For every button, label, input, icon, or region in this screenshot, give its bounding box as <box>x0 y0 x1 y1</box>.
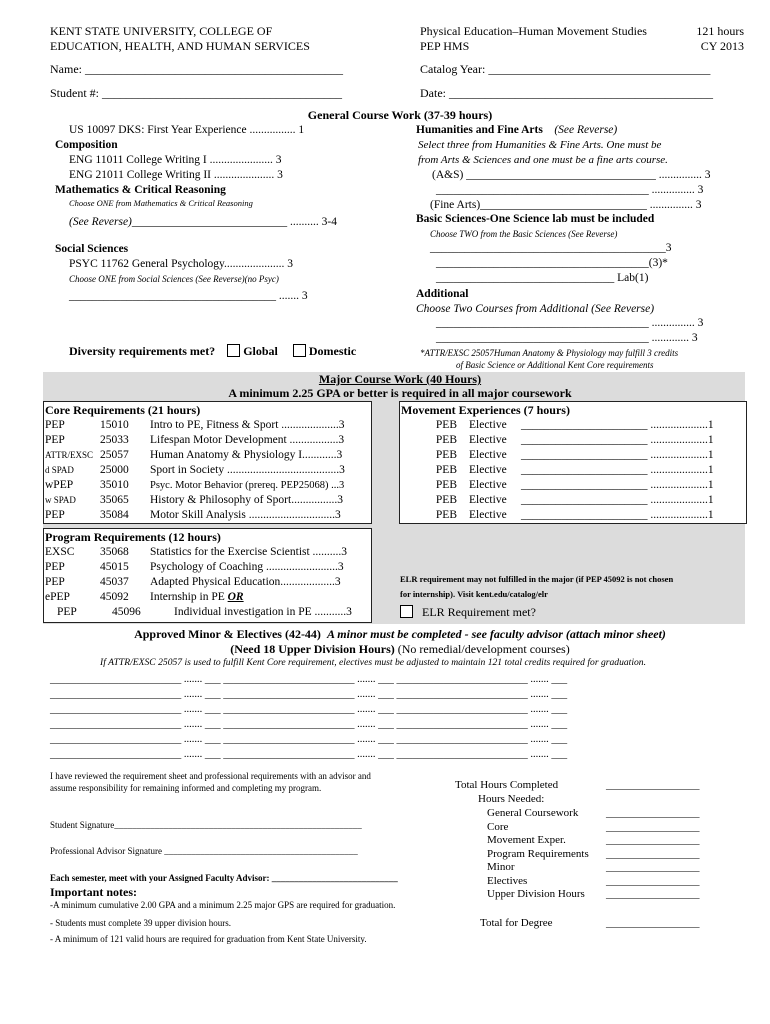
important-notes-heading: Important notes: <box>50 885 137 899</box>
program-requirements-heading: Program Requirements (12 hours) <box>45 530 221 544</box>
movement-elective-row <box>401 493 714 508</box>
course-title: Individual investigation in PE ...........3 <box>174 606 352 618</box>
course-prefix: PEP <box>45 509 65 521</box>
course-prefix: wPEP <box>45 479 74 491</box>
hours-needed-blank[interactable]: _________________ <box>606 807 700 819</box>
elective-blank[interactable]: ______________________ ....................1 <box>521 449 714 461</box>
total-hours: 121 hours <box>696 24 744 38</box>
movement-elective-row <box>401 418 714 433</box>
course-number: 45092 <box>100 591 129 603</box>
humanities-note-1: Select three from Humanities & Fine Arts. One must be <box>418 139 662 151</box>
review-statement-2: assume responsibility for remaining informed and completing my program. <box>50 783 322 793</box>
basic-sciences-note: Choose TWO from the Basic Sciences (See Reverse) <box>430 229 618 239</box>
movement-elective-row <box>401 433 714 448</box>
course-prefix: PEB <box>435 494 457 506</box>
minor-elective-row[interactable]: _________________________ ....... ___ _________________________ ....... ___ _________________________ ....... ___ <box>50 719 568 730</box>
elective-label: Elective <box>469 479 507 491</box>
basic-science-line-1[interactable]: _________________________________________3 <box>430 242 672 254</box>
important-note-2: - Students must complete 39 upper division hours. <box>50 918 231 928</box>
hours-needed-label: Hours Needed: <box>478 793 545 805</box>
total-hours-completed-label: Total Hours Completed <box>455 779 559 791</box>
hours-needed-blank[interactable]: _________________ <box>606 888 700 900</box>
course-title: Psyc. Motor Behavior (prereq. PEP25068) ...3 <box>150 480 345 491</box>
minor-title: Approved Minor & Electives (42-44) <box>134 627 321 641</box>
minor-elective-row[interactable]: _________________________ ....... ___ _________________________ ....... ___ _________________________ ....... ___ <box>50 734 568 745</box>
course-prefix: PEB <box>435 419 457 431</box>
hours-needed-label: Electives <box>487 874 528 887</box>
humanities-heading: Humanities and Fine Arts <box>416 124 543 136</box>
domestic-checkbox[interactable] <box>293 344 306 357</box>
course-title: Lifespan Motor Development .................3 <box>150 434 345 446</box>
core-course-row <box>45 478 344 493</box>
important-note-3: - A minimum of 121 valid hours are required for graduation from Kent State University. <box>50 934 367 944</box>
name-field[interactable]: Name: ___________________________________________ <box>50 62 343 76</box>
social-blank-line[interactable]: ____________________________________ ....... 3 <box>69 290 308 302</box>
elective-label: Elective <box>469 434 507 446</box>
course-title: Sport in Society .......................................3 <box>150 464 345 476</box>
course-title: History & Philosophy of Sport................3 <box>150 494 343 506</box>
humanities-see-reverse: (See Reverse) <box>554 124 618 136</box>
course-number: 45015 <box>100 561 129 573</box>
minor-elective-row[interactable]: _________________________ ....... ___ _________________________ ....... ___ _________________________ ....... ___ <box>50 749 568 760</box>
hours-needed-label: Core <box>487 820 509 833</box>
student-signature-field[interactable]: Student Signature_______________________________________________________ <box>50 820 362 830</box>
course-prefix: w SPAD <box>45 495 76 505</box>
major-gpa-note: A minimum 2.25 GPA or better is required in all major coursework <box>228 386 572 400</box>
no-remedial-note: (No remedial/development courses) <box>397 642 570 656</box>
program-course-row <box>45 560 344 575</box>
us-course: US 10097 DKS: First Year Experience ................ 1 <box>69 124 305 136</box>
course-title: Statistics for the Exercise Scientist ..........3 <box>150 546 348 558</box>
total-degree-label: Total for Degree <box>480 917 553 929</box>
eng-21011-course: ENG 21011 College Writing II ..................... 3 <box>69 169 283 181</box>
basic-science-lab-line[interactable]: _______________________________ Lab(1) <box>436 272 649 284</box>
important-note-1: -A minimum cumulative 2.00 GPA and a minimum 2.25 major GPS are required for graduation. <box>50 900 396 910</box>
course-prefix: PEB <box>435 509 457 521</box>
course-number: 35065 <box>100 494 129 506</box>
movement-heading: Movement Experiences (7 hours) <box>401 403 570 417</box>
course-prefix: PEP <box>45 419 65 431</box>
core-course-row <box>45 448 342 463</box>
course-prefix: d SPAD <box>45 465 74 475</box>
course-prefix: PEP <box>45 561 65 573</box>
composition-heading: Composition <box>55 139 118 151</box>
humanities-note-2: from Arts & Sciences and one must be a fine arts course. <box>418 154 668 166</box>
humanities-blank-line[interactable]: _____________________________________ ............... 3 <box>436 184 704 196</box>
total-degree-blank[interactable]: _________________ <box>606 917 700 929</box>
course-prefix: PEP <box>45 434 65 446</box>
course-prefix: PEP <box>57 606 77 618</box>
course-number: 35084 <box>100 509 129 521</box>
core-course-row <box>45 463 345 478</box>
movement-elective-row <box>401 508 714 523</box>
elective-blank[interactable]: ______________________ ....................1 <box>521 509 714 521</box>
core-course-row <box>45 508 341 523</box>
elective-blank[interactable]: ______________________ ....................1 <box>521 464 714 476</box>
course-title: Adapted Physical Education...................3 <box>150 576 341 588</box>
elective-blank[interactable]: ______________________ ....................1 <box>521 494 714 506</box>
basic-sciences-heading: Basic Sciences-One Science lab must be included <box>416 213 655 225</box>
elr-note-2: for internship). Visit kent.edu/catalog/elr <box>400 589 548 599</box>
course-title: Human Anatomy & Physiology I............3 <box>150 449 343 461</box>
hours-needed-blank[interactable]: _________________ <box>606 820 700 833</box>
hours-needed-row <box>487 887 700 902</box>
course-number: 45037 <box>100 576 129 588</box>
math-blank-line[interactable]: ___________________________ .......... 3-4 <box>131 216 337 228</box>
course-prefix: PEB <box>435 434 457 446</box>
program-course-row <box>45 545 347 560</box>
minor-elective-row[interactable]: _________________________ ....... ___ _________________________ ....... ___ _________________________ ....... ___ <box>50 689 568 700</box>
course-number: 45096 <box>112 606 141 618</box>
additional-line-1[interactable]: _____________________________________ ............... 3 <box>436 317 704 329</box>
course-number: 25000 <box>100 464 129 476</box>
date-field[interactable]: Date: ____________________________________________ <box>420 86 713 100</box>
attr-note-1: *ATTR/EXSC 25057Human Anatomy & Physiology may fulfill 3 credits <box>420 348 679 358</box>
domestic-label: Domestic <box>308 344 357 358</box>
elective-label: Elective <box>469 464 507 476</box>
major-coursework-title: Major Course Work (40 Hours) <box>318 372 482 386</box>
program-course-row <box>45 605 352 620</box>
movement-elective-row <box>401 463 714 478</box>
hours-needed-label: Program Requirements <box>487 847 589 860</box>
additional-heading: Additional <box>416 288 469 300</box>
course-prefix: PEB <box>435 449 457 461</box>
attr-note-2: of Basic Science or Additional Kent Core requirements <box>456 360 654 370</box>
review-statement-1: I have reviewed the requirement sheet and professional requirements with an advisor and <box>50 771 371 781</box>
course-prefix: ATTR/EXSC <box>45 450 94 460</box>
diversity-label: Diversity requirements met? <box>69 344 216 358</box>
movement-elective-row <box>401 448 714 463</box>
psyc-course: PSYC 11762 General Psychology..................... 3 <box>69 258 294 270</box>
elective-blank[interactable]: ______________________ ....................1 <box>521 479 714 491</box>
general-coursework-title: General Course Work (37-39 hours) <box>307 108 493 122</box>
course-number: 35010 <box>100 479 129 491</box>
course-number: 25033 <box>100 434 129 446</box>
elr-checkbox[interactable] <box>400 605 413 618</box>
catalog-year-field[interactable]: Catalog Year: _____________________________________ <box>420 62 711 76</box>
basic-science-line-2[interactable]: _____________________________________(3)* <box>436 257 668 269</box>
course-title: Intro to PE, Fitness & Sport ....................3 <box>150 419 345 431</box>
course-prefix: PEB <box>435 464 457 476</box>
additional-note: Choose Two Courses from Additional (See Reverse) <box>416 303 655 315</box>
course-title: Internship in PE <box>150 591 225 603</box>
humanities-as-line[interactable]: (A&S) _________________________________ ............... 3 <box>432 169 711 181</box>
social-note: Choose ONE from Social Sciences (See Reverse)(no Psyc) <box>69 274 279 284</box>
hours-needed-blank[interactable]: _________________ <box>606 861 700 873</box>
elr-note-1: ELR requirement may not fulfilled in the major (if PEP 45092 is not chosen <box>400 574 674 584</box>
hours-needed-blank[interactable]: _________________ <box>606 847 700 860</box>
hours-needed-label: Upper Division Hours <box>487 888 585 900</box>
math-heading: Mathematics & Critical Reasoning <box>55 184 226 196</box>
global-checkbox[interactable] <box>227 344 240 357</box>
university-name-line1: KENT STATE UNIVERSITY, COLLEGE OF <box>50 24 273 38</box>
movement-elective-row <box>401 478 714 493</box>
elective-blank[interactable]: ______________________ ....................1 <box>521 419 714 431</box>
global-label: Global <box>243 344 278 358</box>
elr-label: ELR Requirement met? <box>422 605 536 619</box>
hours-needed-label: Minor <box>487 861 515 873</box>
course-prefix: ePEP <box>45 591 70 603</box>
core-requirements-heading: Core Requirements (21 hours) <box>45 403 201 417</box>
course-number: 25057 <box>100 449 129 461</box>
course-prefix: PEB <box>435 479 457 491</box>
student-number-field[interactable]: Student #: ________________________________________ <box>50 86 343 100</box>
advisor-signature-field[interactable]: Professional Advisor Signature ___________________________________________ <box>50 846 358 856</box>
core-course-row <box>45 433 344 448</box>
elective-label: Elective <box>469 449 507 461</box>
university-name-line2: EDUCATION, HEALTH, AND HUMAN SERVICES <box>50 39 310 53</box>
core-course-row <box>45 418 345 433</box>
program-code: PEP HMS <box>420 39 470 53</box>
program-course-row <box>45 575 341 590</box>
elective-label: Elective <box>469 494 507 506</box>
course-prefix: EXSC <box>45 546 75 558</box>
minor-note: A minor must be completed - see faculty advisor (attach minor sheet) <box>326 627 666 641</box>
course-title: Motor Skill Analysis ..............................3 <box>150 509 341 521</box>
course-title: Psychology of Coaching .........................3 <box>150 561 344 573</box>
elective-label: Elective <box>469 509 507 521</box>
or-label: OR <box>227 591 244 603</box>
program-name: Physical Education–Human Movement Studies <box>420 24 647 38</box>
hours-needed-blank[interactable]: _________________ <box>606 874 700 887</box>
course-prefix: PEP <box>45 576 65 588</box>
course-number: 35068 <box>100 546 129 558</box>
course-number: 15010 <box>100 419 129 431</box>
upper-division-need: (Need 18 Upper Division Hours) <box>230 642 395 656</box>
math-see-reverse: (See Reverse) <box>69 216 132 228</box>
minor-elective-row[interactable]: _________________________ ....... ___ _________________________ ....... ___ _________________________ ....... ___ <box>50 704 568 715</box>
faculty-advisor-field[interactable]: Each semester, meet with your Assigned Faculty Advisor: ____________________________ <box>50 873 398 883</box>
program-course-row <box>45 590 244 605</box>
electives-adjust-note: If ATTR/EXSC 25057 is used to fulfill Kent Core requirement, electives must be adjusted to maintain 121 total credits required for graduation. <box>100 657 647 668</box>
additional-line-2[interactable]: _____________________________________ ............. 3 <box>436 332 698 344</box>
elective-blank[interactable]: ______________________ ....................1 <box>521 434 714 446</box>
humanities-fine-arts-line[interactable]: (Fine Arts)_____________________________ ............... 3 <box>430 199 702 211</box>
total-hours-completed-blank[interactable]: _________________ <box>606 779 700 791</box>
hours-needed-label: General Coursework <box>487 807 579 819</box>
catalog-year-code: CY 2013 <box>700 39 744 53</box>
core-course-row <box>45 493 343 508</box>
elective-label: Elective <box>469 419 507 431</box>
eng-11011-course: ENG 11011 College Writing I ...................... 3 <box>69 154 282 166</box>
math-note: Choose ONE from Mathematics & Critical Reasoning <box>69 198 253 208</box>
social-sciences-heading: Social Sciences <box>55 243 129 255</box>
minor-elective-row[interactable]: _________________________ ....... ___ _________________________ ....... ___ _________________________ ....... ___ <box>50 674 568 685</box>
hours-needed-label: Movement Exper. <box>487 834 566 846</box>
hours-needed-blank[interactable]: _________________ <box>606 834 700 846</box>
